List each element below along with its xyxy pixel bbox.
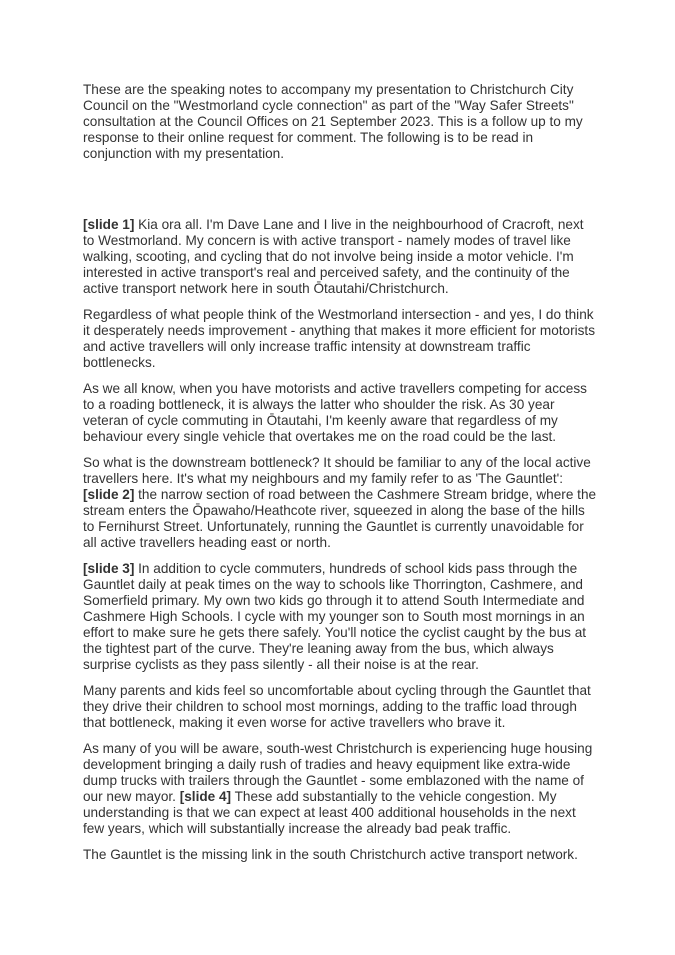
- slide-2-tag: [slide 2]: [83, 487, 135, 502]
- paragraph-text: So what is the downstream bottleneck? It should be familiar to any of the local active travellers here. It's what my neighbours and my family refer to as 'The Gauntlet':: [83, 455, 591, 486]
- paragraph-missing-link: [83, 847, 598, 863]
- paragraph-text: the narrow section of road between the Cashmere Stream bridge, where the stream enters the Ōpawaho/Heathcote river, squeezed in along the base of the hills to Fernihurst Street. Unfortunately, running the Gauntlet is currently unavoidable for all active travellers heading east or north.: [83, 487, 597, 550]
- paragraph-slide-1: [83, 217, 598, 297]
- paragraph-text: As we all know, when you have motorists and active travellers competing for access to a roading bottleneck, it is always the latter who shoulder the risk. As 30 year veteran of cycle commuting in Ōtautahi, I'm keenly aware that regardless of my behaviour every single vehicle that overtakes me on the road could be the last.: [83, 381, 587, 444]
- paragraph-slide-3: [83, 561, 598, 673]
- slide-3-tag: [slide 3]: [83, 561, 135, 576]
- paragraph-text: The Gauntlet is the missing link in the south Christchurch active transport network.: [83, 847, 578, 862]
- paragraph-text: As many of you will be aware, south-west Christchurch is experiencing huge housing development bringing a daily rush of tradies and heavy equipment like extra-wide dump trucks with trailers through the Gauntlet - some emblazoned with the name of our new mayor.: [83, 741, 593, 804]
- paragraph-housing: [83, 741, 598, 837]
- paragraph-gauntlet: [83, 455, 598, 551]
- slide-1-tag: [slide 1]: [83, 217, 135, 232]
- paragraph-text: In addition to cycle commuters, hundreds of school kids pass through the Gauntlet daily at peak times on the way to schools like Thorrington, Cashmere, and Somerfield primary. My own two kids go through it to attend South Intermediate and Cashmere High Schools. I cycle with my younger son to South most mornings in an effort to make sure he gets there safely. You'll notice the cyclist caught by the bus at the tightest part of the curve. They're leaning away from the bus, which always surprise cyclists as they pass silently - all their noise is at the rear.: [83, 561, 587, 672]
- paragraph-bottleneck-risk: [83, 381, 598, 445]
- paragraph-text: Regardless of what people think of the Westmorland intersection - and yes, I do think it desperately needs improvement - anything that makes it more efficient for motorists and active travellers will only increase traffic intensity at downstream traffic bottlenecks.: [83, 307, 596, 370]
- slide-4-tag: [slide 4]: [179, 789, 232, 804]
- paragraph-text: These add substantially to the vehicle congestion. My understanding is that we can expect at least 400 additional households in the next few years, which will substantially increase the already bad peak traffic.: [83, 789, 576, 836]
- paragraph-text: Many parents and kids feel so uncomfortable about cycling through the Gauntlet that they drive their children to school most mornings, adding to the traffic load through that bottleneck, making it even worse for active travellers who brave it.: [83, 683, 591, 730]
- paragraph-text: Kia ora all. I'm Dave Lane and I live in the neighbourhood of Cracroft, next to Westmorland. My concern is with active transport - namely modes of travel like walking, scooting, and cycling that do not involve being inside a motor vehicle. I'm interested in active transport's real and perceived safety, and the continuity of the active transport network here in south Ōtautahi/Christchurch.: [83, 217, 584, 296]
- intro-paragraph: These are the speaking notes to accompany my presentation to Christchurch City Council on the "Westmorland cycle connection" as part of the "Way Safer Streets" consultation at the Council Offices on 21 September 2023. This is a follow up to my response to their online request for comment. The following is to be read in conjunction with my presentation.: [83, 82, 583, 161]
- speaking-notes: [83, 217, 598, 873]
- intro-section: [83, 82, 598, 172]
- paragraph-parents: [83, 683, 598, 731]
- paragraph-intersection: [83, 307, 598, 371]
